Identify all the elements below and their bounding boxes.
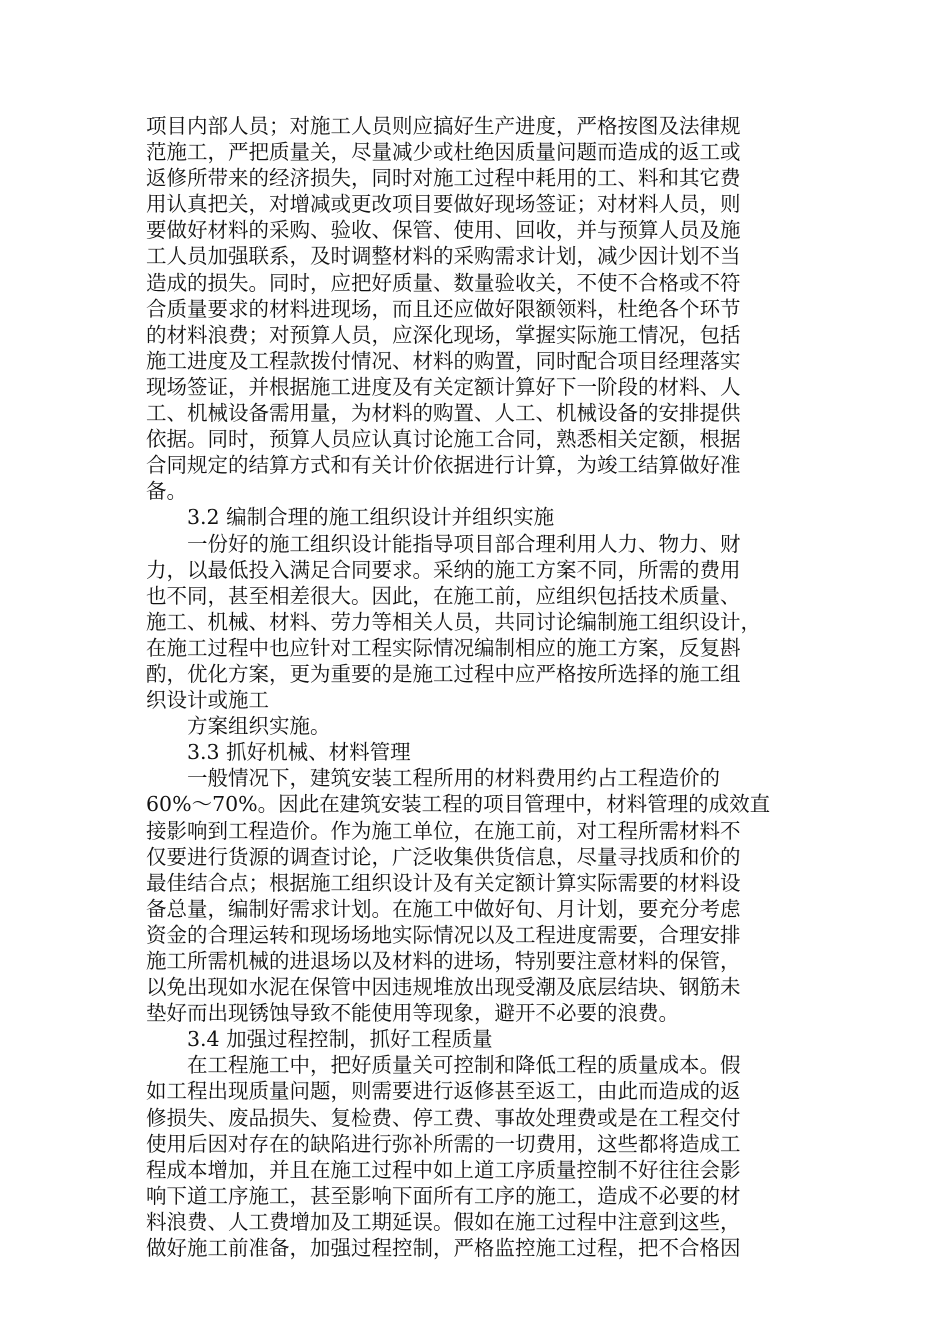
document-page bbox=[146, 113, 806, 1261]
text-line: 现场签证，并根据施工进度及有关定额计算好下一阶段的材料、人 bbox=[146, 374, 741, 399]
text-line: 响下道工序施工，甚至影响下面所有工序的施工，造成不必要的材 bbox=[146, 1183, 741, 1208]
text-line: 力，以最低投入满足合同要求。采纳的施工方案不同，所需的费用 bbox=[146, 557, 741, 582]
text-line: 60%～70%。因此在建筑安装工程的项目管理中，材料管理的成效直 bbox=[146, 792, 771, 817]
paragraph bbox=[146, 1052, 806, 1261]
text-line: 做好施工前准备，加强过程控制，严格监控施工过程，把不合格因 bbox=[146, 1236, 741, 1261]
text-line: 造成的损失。同时，应把好质量、数量验收关，不使不合格或不符 bbox=[146, 270, 741, 295]
text-line: 项目内部人员；对施工人员则应搞好生产进度，严格按图及法律规 bbox=[146, 114, 741, 138]
text-line: 接影响到工程造价。作为施工单位，在施工前，对工程所需材料不 bbox=[146, 818, 741, 843]
text-line: 工人员加强联系，及时调整材料的采购需求计划，减少因计划不当 bbox=[146, 244, 741, 269]
text-line: 在工程施工中，把好质量关可控制和降低工程的质量成本。假 bbox=[187, 1053, 741, 1078]
text-line: 如工程出现质量问题，则需要进行返修甚至返工，由此而造成的返 bbox=[146, 1079, 741, 1104]
text-line: 料浪费、人工费增加及工期延误。假如在施工过程中注意到这些， bbox=[146, 1209, 741, 1234]
text-line: 程成本增加，并且在施工过程中如上道工序质量控制不好往往会影 bbox=[146, 1157, 741, 1182]
heading-text: 3.3 抓好机械、材料管理 bbox=[187, 740, 411, 765]
text-line: 一份好的施工组织设计能指导项目部合理利用人力、物力、财 bbox=[187, 531, 741, 556]
text-line: 的材料浪费；对预算人员，应深化现场，掌握实际施工情况，包括 bbox=[146, 322, 741, 347]
text-line: 合同规定的结算方式和有关计价依据进行计算，为竣工结算做好准 bbox=[146, 453, 741, 478]
text-line: 施工进度及工程款拨付情况、材料的购置，同时配合项目经理落实 bbox=[146, 348, 741, 373]
text-line: 酌，优化方案，更为重要的是施工过程中应严格按所选择的施工组 bbox=[146, 661, 741, 686]
text-line: 最佳结合点；根据施工组织设计及有关定额计算实际需要的材料设 bbox=[146, 870, 741, 895]
text-line: 资金的合理运转和现场场地实际情况以及工程进度需要，合理安排 bbox=[146, 922, 741, 947]
section-heading-3-3 bbox=[146, 739, 806, 765]
text-line: 备。 bbox=[146, 479, 187, 504]
text-line: 工、机械设备需用量，为材料的购置、人工、机械设备的安排提供 bbox=[146, 401, 741, 426]
text-line: 在施工过程中也应针对工程实际情况编制相应的施工方案，反复斟 bbox=[146, 635, 741, 660]
text-line: 用认真把关，对增减或更改项目要做好现场签证；对材料人员，则 bbox=[146, 192, 741, 217]
text-line: 以免出现如水泥在保管中因违规堆放出现受潮及底层结块、钢筋未 bbox=[146, 975, 741, 1000]
text-line: 方案组织实施。 bbox=[187, 714, 331, 739]
paragraph bbox=[146, 765, 806, 1026]
heading-text: 3.4 加强过程控制，抓好工程质量 bbox=[187, 1027, 493, 1052]
text-line: 范施工，严把质量关，尽量减少或杜绝因质量问题而造成的返工或 bbox=[146, 140, 741, 165]
text-line: 备总量，编制好需求计划。在施工中做好旬、月计划，要充分考虑 bbox=[146, 896, 741, 921]
text-line: 也不同，甚至相差很大。因此，在施工前，应组织包括技术质量、 bbox=[146, 583, 741, 608]
text-line: 一般情况下，建筑安装工程所用的材料费用约占工程造价的 bbox=[187, 766, 720, 791]
section-heading-3-4 bbox=[146, 1026, 806, 1052]
text-line: 织设计或施工 bbox=[146, 688, 269, 713]
section-heading-3-2 bbox=[146, 504, 806, 530]
heading-text: 3.2 编制合理的施工组织设计并组织实施 bbox=[187, 505, 555, 530]
text-line: 依据。同时，预算人员应认真讨论施工合同，熟悉相关定额，根据 bbox=[146, 427, 741, 452]
text-line: 修损失、废品损失、复检费、停工费、事故处理费或是在工程交付 bbox=[146, 1105, 741, 1130]
paragraph bbox=[146, 713, 806, 739]
text-line: 施工、机械、材料、劳力等相关人员，共同讨论编制施工组织设计， bbox=[146, 609, 761, 634]
text-line: 垫好而出现锈蚀导致不能使用等现象，避开不必要的浪费。 bbox=[146, 1001, 679, 1026]
text-line: 施工所需机械的进退场以及材料的进场，特别要注意材料的保管， bbox=[146, 949, 741, 973]
paragraph-continuation bbox=[146, 113, 806, 504]
paragraph bbox=[146, 531, 806, 714]
text-line: 返修所带来的经济损失，同时对施工过程中耗用的工、料和其它费 bbox=[146, 166, 741, 191]
text-line: 合质量要求的材料进现场，而且还应做好限额领料，杜绝各个环节 bbox=[146, 296, 741, 321]
text-line: 仅要进行货源的调查讨论，广泛收集供货信息，尽量寻找质和价的 bbox=[146, 844, 741, 869]
text-line: 要做好材料的采购、验收、保管、使用、回收，并与预算人员及施 bbox=[146, 218, 741, 243]
text-line: 使用后因对存在的缺陷进行弥补所需的一切费用，这些都将造成工 bbox=[146, 1131, 741, 1156]
